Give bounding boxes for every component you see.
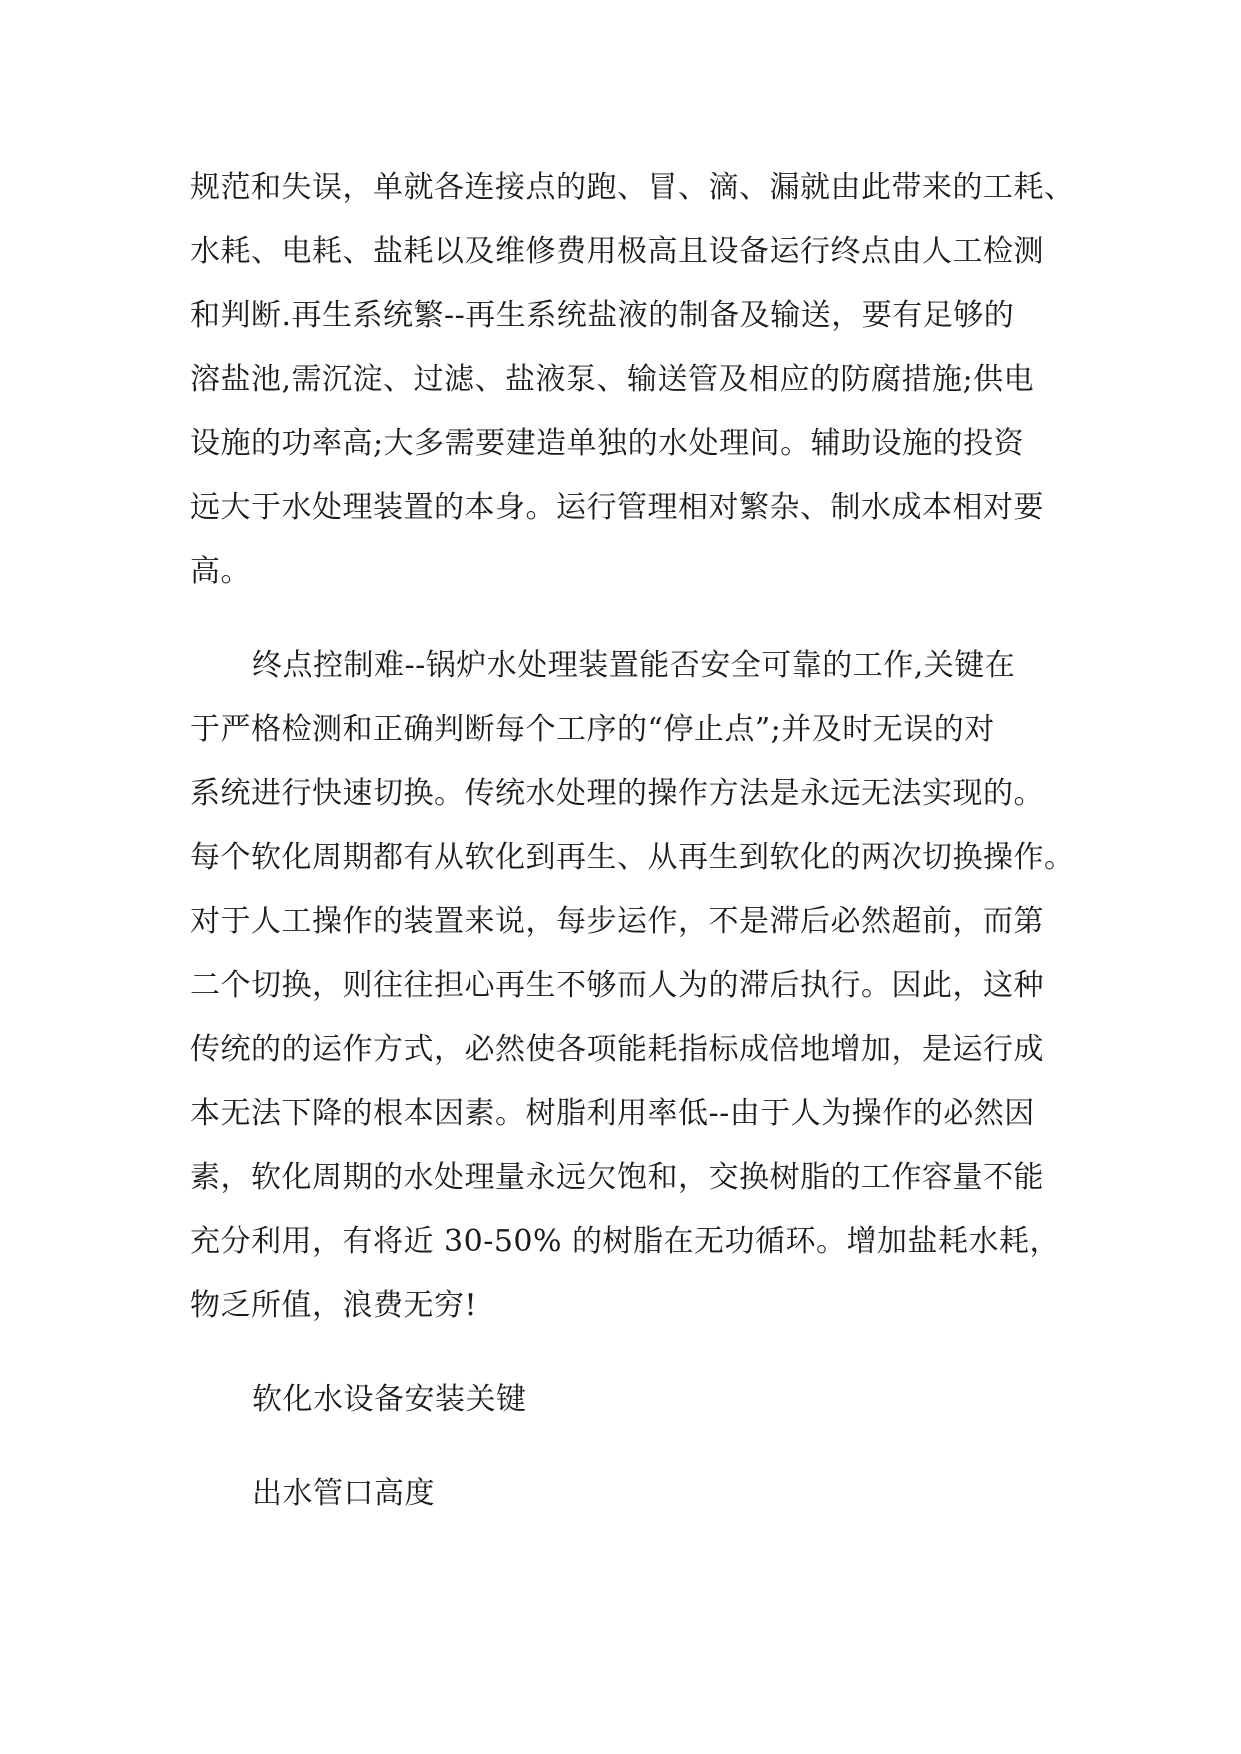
text-line: 规范和失误，单就各连接点的跑、冒、滴、漏就由此带来的工耗、 [190, 170, 1075, 205]
paragraph-endpoint-control [190, 634, 1075, 1338]
section-heading-outlet-height [190, 1462, 1050, 1526]
text-line: 于严格检测和正确判断每个工序的“停止点”;并及时无误的对 [190, 712, 995, 747]
text-line: 系统进行快速切换。传统水处理的操作方法是永远无法实现的。 [190, 776, 1044, 811]
text-line: 每个软化周期都有从软化到再生、从再生到软化的两次切换操作。 [190, 840, 1075, 875]
text-line: 和判断.再生系统繁--再生系统盐液的制备及输送，要有足够的 [190, 298, 1015, 333]
text-line: 物乏所值，浪费无穷! [190, 1288, 478, 1323]
text-line: 对于人工操作的装置来说，每步运作，不是滞后必然超前，而第 [190, 904, 1044, 939]
text-line: 终点控制难--锅炉水处理装置能否安全可靠的工作,关键在 [252, 648, 1016, 683]
document-body [190, 156, 1075, 1526]
text-line: 本无法下降的根本因素。树脂利用率低--由于人为操作的必然因 [190, 1096, 1035, 1131]
text-line: 设施的功率高;大多需要建造单独的水处理间。辅助设施的投资 [190, 426, 1025, 461]
text-line: 传统的的运作方式，必然使各项能耗指标成倍地增加，是运行成 [190, 1032, 1044, 1067]
text-line: 充分利用，有将近 30-50% 的树脂在无功循环。增加盐耗水耗， [190, 1224, 1061, 1259]
text-line: 远大于水处理装置的本身。运行管理相对繁杂、制水成本相对要 [190, 490, 1044, 525]
text-line: 高。 [190, 554, 251, 589]
paragraph-regeneration-system [190, 156, 1075, 604]
text-line: 出水管口高度 [252, 1476, 435, 1511]
text-line: 水耗、电耗、盐耗以及维修费用极高且设备运行终点由人工检测 [190, 234, 1044, 269]
text-line: 二个切换，则往往担心再生不够而人为的滞后执行。因此，这种 [190, 968, 1044, 1003]
section-heading-installation [190, 1368, 1050, 1432]
text-line: 溶盐池,需沉淀、过滤、盐液泵、输送管及相应的防腐措施;供电 [190, 362, 1035, 397]
text-line: 软化水设备安装关键 [252, 1382, 527, 1417]
text-line: 素，软化周期的水处理量永远欠饱和，交换树脂的工作容量不能 [190, 1160, 1044, 1195]
